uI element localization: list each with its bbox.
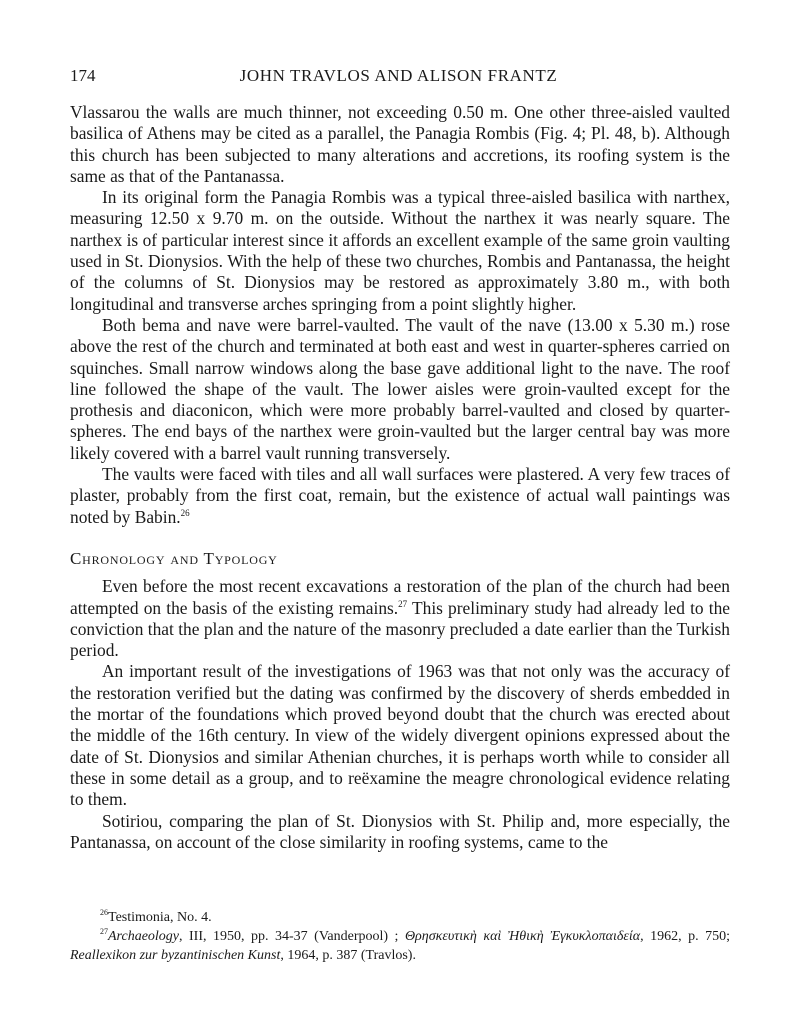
paragraph-5-rest: This preliminary study had already led to the conviction that the plan and the nature of the masonry precluded a date earlier than the Turkish period. xyxy=(70,597,731,661)
running-title: JOHN TRAVLOS AND ALISON FRANTZ xyxy=(239,66,558,85)
section-heading: Chronology and Typology xyxy=(70,548,278,568)
footnote-27-greek-title: Θρησκευτικὴ καὶ Ἠθικὴ Ἐγκυκλοπαιδεία xyxy=(404,929,641,944)
paragraph-2: In its original form the Panagia Rombis was a typical three-aisled basilica with narthex, measuring 12.50 x 9.70 m. on the outside. Without the narthex it was nearly square. The narthex is of particular interest since it affords an excellent example of the same groin vaulting used in St. Dionysios. With the help of these two churches, Rombis and Pantanassa, the height of the columns of St. Dionysios may be restored as approximately 3.80 m., with both longitudinal and transverse arches springing from a point slightly higher. xyxy=(70,187,730,314)
paragraph-7: Sotiriou, comparing the plan of St. Dionysios with St. Philip and, more especially, the Pantanassa, on account of the close similarity in roofing systems, came to the xyxy=(70,810,730,852)
footnote-ref-27[interactable]: 27 xyxy=(398,598,408,609)
footnote-ref-26[interactable]: 26 xyxy=(180,507,190,518)
footnote-number-27: 27 xyxy=(100,927,108,936)
footnote-27-part-b: , III, 1950, pp. 34-37 (Vanderpool) ; xyxy=(179,929,405,944)
page-header xyxy=(70,66,727,90)
paragraph-4-text: The vaults were faced with tiles and all wall surfaces were plastered. A very few traces of plaster, probably from the first coat, remain, but the existence of actual wall paintings was noted by Babin. xyxy=(70,464,730,527)
footnotes xyxy=(70,908,730,965)
paragraph-1: Vlassarou the walls are much thinner, not exceeding 0.50 m. One other three-aisled vaulted basilica of Athens may be cited as a parallel, the Panagia Rombis (Fig. 4; Pl. 48, b). Although this church has been subjected to many alterations and accretions, its roofing system is the same as that of the Pantanassa. xyxy=(70,102,730,186)
body-text xyxy=(70,102,730,853)
paragraph-6: An important result of the investigations of 1963 was that not only was the accuracy of the restoration verified but the dating was confirmed by the discovery of sherds embedded in the mortar of the foundations which proved beyond doubt that the church was erected about the middle of the 16th century. In view of the widely divergent opinions expressed about the date of St. Dionysios and similar Athenian churches, it is perhaps worth while to consider all these in some detail as a group, and to reëxamine the meagre chronological evidence relating to them. xyxy=(70,661,730,810)
page-number: 174 xyxy=(70,66,96,85)
footnote-27-part-f: , 1964, p. 387 (Travlos). xyxy=(280,948,416,963)
paragraph-5 xyxy=(70,576,730,661)
footnote-26-text: Testimonia, No. 4. xyxy=(108,910,212,925)
footnote-27-part-d: , 1962, p. 750; xyxy=(640,929,731,944)
paragraph-5-text: Even before the most recent excavations a restoration of the plan of the church had been attempted on the basis of the existing remains. xyxy=(70,576,730,618)
footnote-27 xyxy=(70,927,730,965)
footnote-27-journal: Archaeology xyxy=(108,929,180,944)
paragraph-3: Both bema and nave were barrel-vaulted. The vault of the nave (13.00 x 5.30 m.) rose above the rest of the church and terminated at both east and west in quarter-spheres carried on squinches. Small narrow windows along the base gave additional light to the nave. The roof line followed the shape of the vault. The lower aisles were groin-vaulted except for the prothesis and diaconicon, which were more probably barrel-vaulted and closed by quarter-spheres. The end bays of the narthex were groin-vaulted but the larger central bay was more likely covered with a barrel vault running transversely. xyxy=(70,314,730,463)
footnote-26 xyxy=(70,908,730,927)
paragraph-4 xyxy=(70,464,730,528)
footnote-27-reallexikon: Reallexikon zur byzantinischen Kunst xyxy=(70,948,281,963)
footnote-number-26: 26 xyxy=(100,908,108,917)
